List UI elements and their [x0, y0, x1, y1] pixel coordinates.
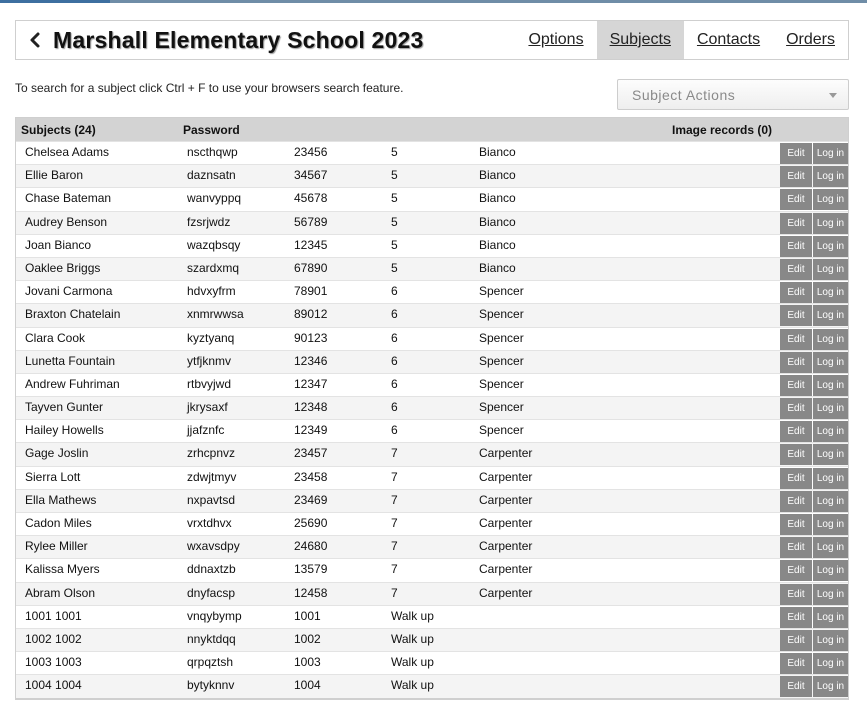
subject-teacher: Spencer — [479, 423, 524, 438]
edit-button[interactable]: Edit — [780, 537, 812, 558]
back-button[interactable] — [24, 29, 46, 51]
subject-grade: 5 — [391, 145, 398, 159]
table-row — [16, 466, 848, 489]
subject-teacher: Carpenter — [479, 446, 533, 461]
subject-name: Andrew Fuhriman — [25, 376, 120, 391]
subject-grade: 5 — [391, 260, 398, 275]
login-button[interactable]: Log in — [813, 630, 848, 651]
subject-password: xnmrwwsa — [187, 307, 244, 322]
nav-orders[interactable]: Orders — [786, 31, 835, 48]
subject-grade: Walk up — [391, 655, 434, 670]
subject-actions-label: Subject Actions — [632, 87, 736, 103]
header-subjects: Subjects (24) — [21, 123, 96, 137]
subject-password: wanvyppq — [187, 191, 242, 206]
login-button[interactable]: Log in — [813, 560, 848, 581]
subject-code: 1003 — [294, 655, 321, 670]
table-row — [16, 582, 848, 605]
table-row — [16, 211, 848, 234]
subject-grade: 6 — [391, 423, 398, 438]
subject-grade: 7 — [391, 562, 398, 577]
edit-button[interactable]: Edit — [780, 282, 812, 303]
subject-name: Joan Bianco — [25, 237, 92, 252]
login-button[interactable]: Log in — [813, 514, 848, 535]
table-row — [16, 489, 848, 512]
table-row — [16, 396, 848, 419]
table-row — [16, 141, 848, 164]
table-body — [16, 141, 848, 698]
subject-grade: 6 — [391, 353, 398, 368]
subject-password: wazqbsqy — [187, 237, 241, 252]
subject-name: 1003 1003 — [25, 655, 82, 670]
subject-teacher: Carpenter — [479, 539, 533, 554]
login-button[interactable]: Log in — [813, 166, 848, 187]
subject-name: Rylee Miller — [25, 539, 88, 554]
table-row — [16, 257, 848, 280]
header-password: Password — [183, 123, 240, 137]
table-row — [16, 327, 848, 350]
edit-button[interactable]: Edit — [780, 421, 812, 442]
table-row — [16, 628, 848, 651]
subject-name: Chelsea Adams — [25, 145, 110, 159]
subject-code: 12347 — [294, 376, 328, 391]
subject-name: Cadon Miles — [25, 516, 92, 530]
subject-password: daznsatn — [187, 168, 236, 183]
edit-button[interactable]: Edit — [780, 305, 812, 326]
subject-grade: 5 — [391, 168, 398, 183]
subject-teacher: Bianco — [479, 191, 516, 206]
subject-teacher: Spencer — [479, 284, 524, 299]
table-row — [16, 651, 848, 674]
edit-button[interactable]: Edit — [780, 236, 812, 257]
subject-grade: Walk up — [391, 631, 434, 646]
table-row — [16, 512, 848, 535]
edit-button[interactable]: Edit — [780, 375, 812, 396]
login-button[interactable]: Log in — [813, 468, 848, 489]
nav-contacts[interactable]: Contacts — [696, 31, 761, 48]
subject-code: 34567 — [294, 168, 328, 183]
subject-code: 12348 — [294, 400, 328, 415]
login-button[interactable]: Log in — [813, 305, 848, 326]
subject-code: 13579 — [294, 562, 328, 577]
subject-code: 12345 — [294, 237, 328, 252]
subject-grade: 5 — [391, 214, 398, 229]
page-header — [15, 20, 849, 60]
subject-code: 1001 — [294, 608, 321, 623]
subject-password: wxavsdpy — [187, 539, 240, 554]
subject-teacher: Bianco — [479, 214, 516, 229]
subject-teacher: Spencer — [479, 353, 524, 368]
edit-button[interactable]: Edit — [780, 398, 812, 419]
subject-password: jkrysaxf — [187, 400, 228, 415]
subject-grade: 6 — [391, 284, 398, 299]
subject-code: 78901 — [294, 284, 328, 299]
subject-teacher: Bianco — [479, 145, 516, 159]
subject-code: 12346 — [294, 353, 328, 368]
subject-name: Sierra Lott — [25, 469, 81, 484]
subject-password: nscthqwp — [187, 145, 238, 159]
main-nav — [515, 21, 848, 59]
edit-button[interactable]: Edit — [780, 676, 812, 697]
subject-name: 1004 1004 — [25, 678, 82, 693]
subject-name: Hailey Howells — [25, 423, 104, 438]
subject-password: hdvxyfrm — [187, 284, 236, 299]
subject-grade: 7 — [391, 492, 398, 507]
subject-grade: 7 — [391, 446, 398, 461]
subject-grade: 7 — [391, 469, 398, 484]
table-row — [16, 442, 848, 465]
table-header-row — [16, 118, 848, 141]
login-button[interactable]: Log in — [813, 676, 848, 697]
subject-name: Clara Cook — [25, 330, 86, 345]
login-button[interactable]: Log in — [813, 607, 848, 628]
table-row — [16, 605, 848, 628]
subject-name: Abram Olson — [25, 585, 96, 600]
subject-code: 67890 — [294, 260, 328, 275]
subject-password: bytyknnv — [187, 678, 235, 693]
subject-name: Tayven Gunter — [25, 400, 104, 415]
table-row — [16, 234, 848, 257]
subject-actions-dropdown[interactable] — [617, 79, 849, 110]
subject-name: Kalissa Myers — [25, 562, 100, 577]
subject-teacher: Carpenter — [479, 492, 533, 507]
subject-code: 89012 — [294, 307, 328, 322]
subject-name: Gage Joslin — [25, 446, 89, 461]
subject-grade: 7 — [391, 516, 398, 530]
subject-code: 24680 — [294, 539, 328, 554]
edit-button[interactable]: Edit — [780, 468, 812, 489]
subject-grade: 5 — [391, 191, 398, 206]
subject-name: Ellie Baron — [25, 168, 84, 183]
subject-teacher: Carpenter — [479, 516, 533, 530]
login-button[interactable]: Log in — [813, 491, 848, 512]
search-hint: To search for a subject click Ctrl + F to use your browsers search feature. — [15, 81, 404, 95]
edit-button[interactable]: Edit — [780, 560, 812, 581]
subject-password: ytfjknmv — [187, 353, 232, 368]
edit-button[interactable]: Edit — [780, 514, 812, 535]
subject-code: 12349 — [294, 423, 328, 438]
subject-teacher: Bianco — [479, 237, 516, 252]
edit-button[interactable]: Edit — [780, 491, 812, 512]
table-row — [16, 674, 848, 697]
login-button[interactable]: Log in — [813, 329, 848, 350]
page-title: Marshall Elementary School 2023 — [53, 27, 424, 53]
subject-code: 1004 — [294, 678, 321, 693]
subject-password: qrpqztsh — [187, 655, 234, 670]
login-button[interactable]: Log in — [813, 352, 848, 373]
subject-teacher: Spencer — [479, 330, 524, 345]
nav-options[interactable]: Options — [528, 31, 584, 48]
top-accent-bar — [0, 0, 867, 3]
subject-name: Audrey Benson — [25, 214, 108, 229]
subject-code: 12458 — [294, 585, 328, 600]
subject-password: vnqybymp — [187, 608, 242, 623]
subject-grade: 6 — [391, 400, 398, 415]
chevron-left-icon — [24, 29, 46, 51]
table-row — [16, 303, 848, 326]
edit-button[interactable]: Edit — [780, 607, 812, 628]
edit-button[interactable]: Edit — [780, 352, 812, 373]
subject-password: vrxtdhvx — [187, 516, 232, 530]
subject-password: fzsrjwdz — [187, 214, 231, 229]
subject-teacher: Bianco — [479, 168, 516, 183]
subject-teacher: Carpenter — [479, 585, 533, 600]
table-row — [16, 280, 848, 303]
subject-name: Oaklee Briggs — [25, 260, 101, 275]
edit-button[interactable]: Edit — [780, 630, 812, 651]
edit-button[interactable]: Edit — [780, 189, 812, 210]
subject-name: Lunetta Fountain — [25, 353, 116, 368]
subject-code: 1002 — [294, 631, 321, 646]
table-row — [16, 187, 848, 210]
subject-code: 45678 — [294, 191, 328, 206]
subject-password: nnyktdqq — [187, 631, 236, 646]
subject-password: kyztyanq — [187, 330, 235, 345]
table-row — [16, 558, 848, 581]
subject-teacher: Carpenter — [479, 469, 533, 484]
edit-button[interactable]: Edit — [780, 213, 812, 234]
subject-password: nxpavtsd — [187, 492, 236, 507]
edit-button[interactable]: Edit — [780, 653, 812, 674]
table-row — [16, 419, 848, 442]
subjects-table — [15, 117, 849, 700]
subject-code: 25690 — [294, 516, 328, 530]
table-row — [16, 373, 848, 396]
subject-password: ddnaxtzb — [187, 562, 236, 577]
login-button[interactable]: Log in — [813, 189, 848, 210]
login-button[interactable]: Log in — [813, 236, 848, 257]
subject-teacher: Carpenter — [479, 562, 533, 577]
login-button[interactable]: Log in — [813, 375, 848, 396]
subject-name: 1002 1002 — [25, 631, 82, 646]
subject-code: 56789 — [294, 214, 328, 229]
top-accent-highlight — [0, 0, 110, 3]
subject-name: Chase Bateman — [25, 191, 112, 206]
subject-name: 1001 1001 — [25, 608, 82, 623]
header-image-records: Image records (0) — [672, 123, 773, 137]
subject-code: 23457 — [294, 446, 328, 461]
subject-name: Jovani Carmona — [25, 284, 113, 299]
subject-password: dnyfacsp — [187, 585, 236, 600]
subject-code: 23458 — [294, 469, 328, 484]
edit-button[interactable]: Edit — [780, 166, 812, 187]
subject-grade: 6 — [391, 307, 398, 322]
login-button[interactable]: Log in — [813, 421, 848, 442]
login-button[interactable]: Log in — [813, 213, 848, 234]
subject-teacher: Bianco — [479, 260, 516, 275]
subject-password: jjafznfc — [187, 423, 225, 438]
table-row — [16, 535, 848, 558]
caret-down-icon — [829, 93, 837, 98]
subject-grade: 5 — [391, 237, 398, 252]
subject-teacher: Spencer — [479, 400, 524, 415]
subject-password: szardxmq — [187, 260, 240, 275]
edit-button[interactable]: Edit — [780, 259, 812, 280]
subject-code: 90123 — [294, 330, 328, 345]
subject-code: 23469 — [294, 492, 328, 507]
login-button[interactable]: Log in — [813, 653, 848, 674]
subject-name: Ella Mathews — [25, 492, 97, 507]
login-button[interactable]: Log in — [813, 444, 848, 465]
subject-name: Braxton Chatelain — [25, 307, 121, 322]
login-button[interactable]: Log in — [813, 398, 848, 419]
subject-password: zrhcpnvz — [187, 446, 236, 461]
subject-teacher: Spencer — [479, 376, 524, 391]
subject-grade: 7 — [391, 585, 398, 600]
subject-code: 23456 — [294, 145, 328, 159]
edit-button[interactable]: Edit — [780, 584, 812, 605]
table-row — [16, 350, 848, 373]
edit-button[interactable]: Edit — [780, 444, 812, 465]
edit-button[interactable]: Edit — [780, 329, 812, 350]
login-button[interactable]: Log in — [813, 143, 848, 164]
subject-grade: 6 — [391, 330, 398, 345]
subject-grade: Walk up — [391, 608, 434, 623]
subject-grade: 6 — [391, 376, 398, 391]
subject-grade: Walk up — [391, 678, 434, 693]
login-button[interactable]: Log in — [813, 537, 848, 558]
edit-button[interactable]: Edit — [780, 143, 812, 164]
subject-password: rtbvyjwd — [187, 376, 232, 391]
login-button[interactable]: Log in — [813, 259, 848, 280]
table-row — [16, 164, 848, 187]
subject-teacher: Spencer — [479, 307, 524, 322]
login-button[interactable]: Log in — [813, 584, 848, 605]
subject-password: zdwjtmyv — [187, 469, 237, 484]
subject-grade: 7 — [391, 539, 398, 554]
login-button[interactable]: Log in — [813, 282, 848, 303]
nav-subjects[interactable]: Subjects — [597, 21, 684, 59]
